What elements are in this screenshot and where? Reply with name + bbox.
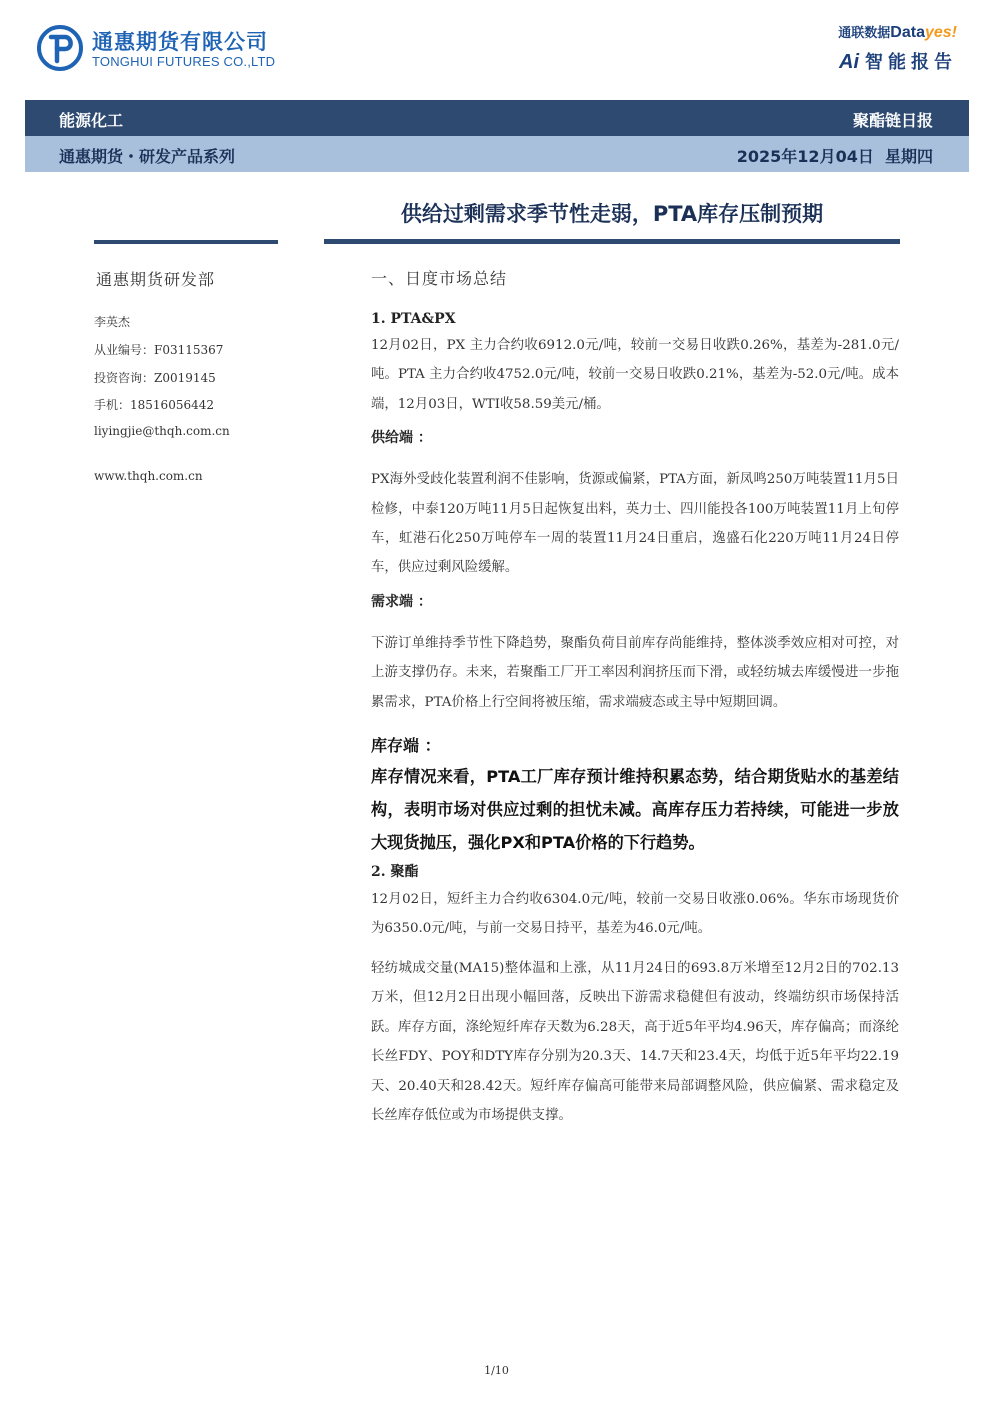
supply-heading: 供给端 ： — [371, 430, 432, 447]
license-value: F03115367 — [154, 343, 224, 357]
series-label: 通惠期货・研发产品系列 — [59, 147, 236, 166]
ai-report-badge — [839, 48, 957, 74]
sidebar-rule — [94, 240, 278, 244]
datayes-brand-cn: 通联数据 — [838, 26, 891, 41]
polyester-heading: 2. 聚酯 — [371, 864, 419, 881]
header-bar-secondary — [25, 136, 969, 172]
report-type-label: 聚酯链日报 — [852, 111, 933, 130]
ai-report-label: 智能报告 — [865, 52, 957, 73]
demand-heading: 需求端 ： — [371, 593, 432, 610]
supply-paragraph: PX海外受歧化装置利润不佳影响，货源或偏紧，PTA方面，新凤鸣250万吨装置11月5日检修，中泰120万吨11月5日起恢复出料，英力士、四川能投各100万吨装置11月上旬停车，虹港石化250万吨停车一周的装置11月24日重启，逸盛石化220万吨11月24日停车，供应过剩风险缓解。 — [371, 472, 899, 576]
website-link[interactable]: www.thqh.com.cn — [94, 469, 203, 483]
report-date — [737, 144, 933, 167]
phone-value: 18516056442 — [130, 398, 214, 412]
company-name-en: TONGHUI FUTURES CO.,LTD — [92, 54, 276, 69]
pta-px-heading: 1. PTA&PX — [371, 311, 456, 327]
consult-number — [94, 369, 216, 386]
inventory-paragraph: 库存情况来看，PTA工厂库存预计维持积累态势，结合期货贴水的基差结构，表明市场对供应过剩的担忧未减。高库存压力若持续，可能进一步放大现货抛压，强化PX和PTA价格的下行趋势。 — [371, 767, 899, 853]
report-date-value: 2025年12月04日 — [736, 147, 874, 166]
ai-icon: Ai — [839, 51, 859, 73]
phone-label: 手机： — [94, 398, 131, 412]
company-logo — [36, 22, 286, 76]
page-title: 供给过剩需求季节性走弱，PTA库存压制预期 — [400, 202, 824, 226]
phone-number — [94, 396, 214, 413]
polyester-paragraph-2: 轻纺城成交量(MA15)整体温和上涨，从11月24日的693.8万米增至12月2日的702.13万米，但12月2日出现小幅回落，反映出下游需求稳健但有波动，终端纺织市场保持活跃。库存方面，涤纶短纤库存天数为6.28天，高于近5年平均4.96天，库存偏高；而涤纶长丝FDY、POY和DTY库存分别为20.3天、14.7天和23.4天，均低于近5年平均22.19天、20.40天和28.42天。短纤库存偏高可能带来局部调整风险，供应偏紧、需求稳定及长丝库存低位或为市场提供支撑。 — [371, 960, 899, 1123]
sector-label: 能源化工 — [59, 111, 124, 130]
consult-value: Z0019145 — [154, 371, 216, 385]
polyester-paragraph-1: 12月02日，短纤主力合约收6304.0元/吨，较前一交易日收涨0.06%。华东市场现货价为6350.0元/吨，与前一交易日持平，基差为46.0元/吨。 — [371, 892, 899, 937]
report-body — [371, 266, 899, 1130]
company-name-cn: 通惠期货有限公司 — [92, 30, 268, 54]
email-link[interactable]: liyingjie@thqh.com.cn — [94, 424, 230, 438]
license-label: 从业编号： — [94, 343, 155, 357]
report-weekday: 星期四 — [884, 147, 933, 166]
department-name: 通惠期货研发部 — [96, 270, 216, 289]
page-number: 1/10 — [484, 1364, 509, 1377]
company-logo-icon — [36, 24, 84, 72]
datayes-brand — [838, 22, 957, 42]
demand-paragraph: 下游订单维持季节性下降趋势，聚酯负荷目前库存尚能维持，整体淡季效应相对可控，对上游支撑仍存。未来，若聚酯工厂开工率因利润挤压而下滑，或轻纺城去库缓慢进一步拖累需求，PTA价格上行空间将被压缩，需求端疲态或主导中短期回调。 — [371, 635, 899, 710]
section-title: 一、日度市场总结 — [371, 269, 508, 288]
pta-px-paragraph: 12月02日，PX 主力合约收6912.0元/吨，较前一交易日收跌0.26%，基差为-281.0元/吨。PTA 主力合约收4752.0元/吨，较前一交易日收跌0.21%，基差为-52.0元/吨。成本端，12月03日，WTI收58.59美元/桶。 — [371, 338, 899, 412]
analyst-name: 李英杰 — [94, 315, 131, 329]
title-rule — [324, 239, 900, 244]
header-bar-primary — [25, 100, 969, 136]
consult-label: 投资咨询： — [94, 371, 155, 385]
license-number — [94, 341, 223, 358]
datayes-brand-yes: yes! — [924, 24, 957, 41]
inventory-heading: 库存端 ： — [371, 736, 441, 756]
datayes-brand-en: Data — [890, 24, 925, 41]
